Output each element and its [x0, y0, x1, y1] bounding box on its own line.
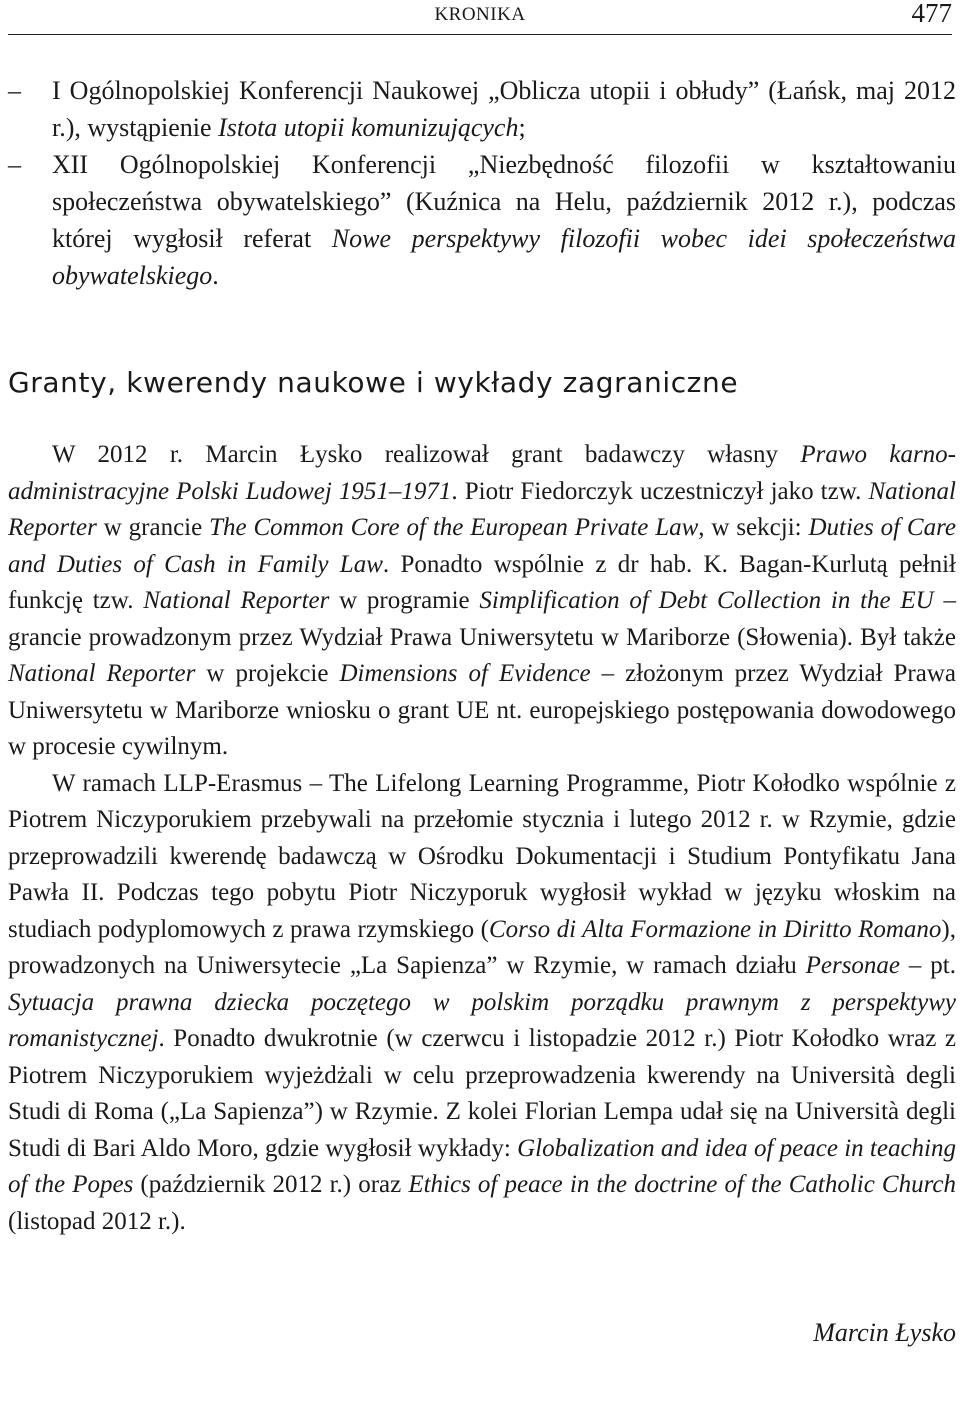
italic-run: Duties of Care and Duties of Cash in Family Law	[8, 514, 956, 578]
italic-run: Corso di Alta Formazione in Diritto Romano	[488, 915, 942, 943]
list-item-punct: .	[212, 261, 219, 290]
italic-run: Personae	[805, 952, 901, 979]
italic-run: Dimensions of Evidence	[339, 660, 591, 687]
running-head: KRONIKA	[434, 4, 526, 25]
page-number: 477	[911, 0, 952, 28]
text-run: . Ponadto dwukrotnie (w czerwcu i listopadzie 2012 r.) Piotr Kołodko wraz z Piotrem Niczyporukiem wyjeżdżali w celu przeprowadzenia kwerendy na Università degli Studi di Roma („La Sapienza”) w Rzymie. Z kolei Florian Lempa udał się na Università degli Studi di Bari Aldo Moro, gdzie wygłosił wykłady:	[8, 1025, 956, 1162]
author-signature: Marcin Łysko	[813, 1318, 956, 1347]
page-header	[8, 0, 952, 35]
text-run: ), prowadzonych na Uniwersytecie „La Sapienza” w Rzymie, w ramach działu	[8, 915, 956, 979]
page-body	[8, 72, 956, 1348]
italic-run: The Common Core of the European Private Law	[209, 514, 699, 541]
list-item	[8, 72, 956, 146]
text-run: W ramach LLP-Erasmus – The Lifelong Learning Programme, Piotr Kołodko wspólnie z Piotrem Niczyporukiem przebywali na przełomie stycznia i lutego 2012 r. w Rzymie, gdzie przeprowadzili kwerendę badawczą w Ośrodku Dokumentacji i Studium Pontyfikatu Jana Pawła II. Podczas tego pobytu Piotr Niczyporuk wygłosił wykład w języku włoskim na studiach podyplomowych z prawa rzymskiego (	[8, 769, 956, 943]
text-run: . Piotr Fiedorczyk uczestniczył jako tzw.	[451, 477, 869, 505]
list-item-title: Istota utopii komunizujących	[218, 113, 519, 142]
list-item-text: XII Ogólnopolskiej Konferencji „Niezbędność filozofii w kształtowaniu społeczeństwa obywatelskiego” (Kuźnica na Helu, październik 2012 r.), podczas której wygłosił referat	[52, 150, 956, 253]
text-run: W 2012 r. Marcin Łysko realizował grant badawczy własny	[52, 441, 801, 468]
text-run: w programie	[329, 587, 480, 614]
italic-run: National Reporter	[8, 660, 196, 687]
text-run: (październik 2012 r.) oraz	[133, 1171, 409, 1198]
list-item	[8, 146, 956, 294]
text-run: – pt.	[900, 952, 956, 979]
italic-run: National Reporter	[143, 587, 330, 614]
text-run: – złożonym przez Wydział Prawa Uniwersytetu w Mariborze wniosku o grant UE nt. europejskiego postępowania dowodowego w procesie cywilnym.	[8, 660, 956, 760]
paragraph-grants	[8, 437, 956, 766]
list-item-punct: ;	[518, 113, 526, 142]
list-dash: –	[8, 150, 21, 179]
conference-list	[8, 72, 956, 294]
paragraph-erasmus	[8, 766, 956, 1241]
text-run: . Ponadto wspólnie z dr hab. K. Bagan-Kurlutą pełnił funkcję tzw.	[8, 550, 956, 614]
italic-run: Sytuacja prawna dziecka poczętego w polskim porządku prawnym z perspektywy romanistycznej	[8, 988, 956, 1052]
italic-run: Globalization and idea of peace in teaching of the Popes	[8, 1134, 956, 1198]
list-item-text: I Ogólnopolskiej Konferencji Naukowej „Oblicza utopii i obłudy” (Łańsk, maj 2012 r.), wystąpienie	[52, 76, 956, 142]
text-run: , w sekcji:	[698, 514, 809, 541]
section-title: Granty, kwerendy naukowe i wykłady zagraniczne	[8, 366, 739, 399]
italic-run: Ethics of peace in the doctrine of the Catholic Church	[408, 1171, 956, 1198]
italic-run: National Reporter	[8, 477, 956, 541]
text-run: – grancie prowadzonym przez Wydział Prawa Uniwersytetu w Mariborze (Słowenia). Był także	[8, 587, 956, 651]
italic-run: Prawo karno-administracyjne Polski Ludowej 1951–1971	[8, 441, 957, 505]
text-run: w grancie	[96, 514, 210, 541]
list-item-title: Nowe perspektywy filozofii wobec idei społeczeństwa obywatelskiego	[52, 224, 957, 290]
list-dash: –	[8, 76, 21, 105]
italic-run: Simplification of Debt Collection in the EU	[479, 587, 934, 614]
text-run: w projekcie	[195, 660, 340, 687]
text-run: (listopad 2012 r.).	[8, 1207, 186, 1235]
